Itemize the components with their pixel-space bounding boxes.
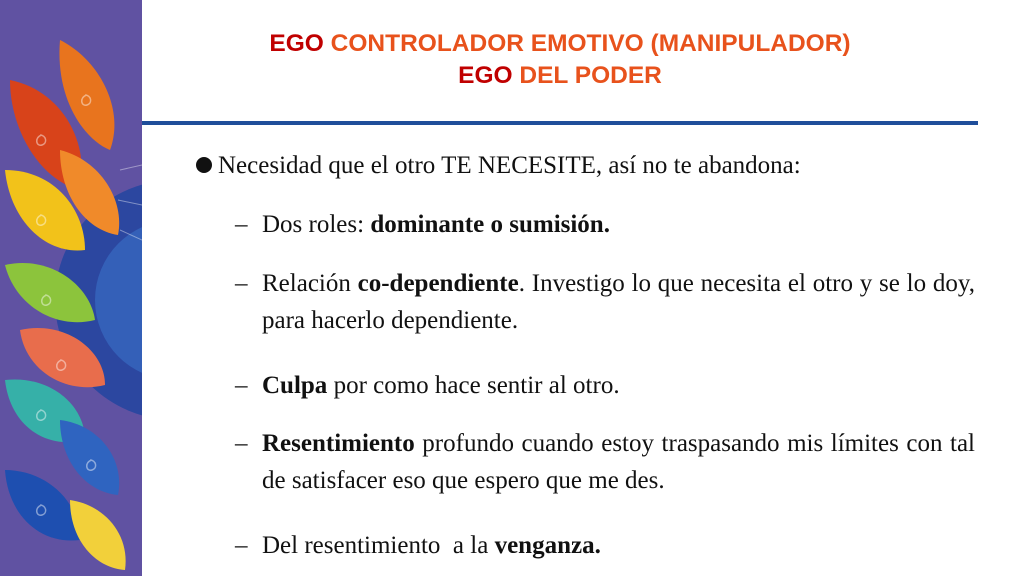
sub-bullet-text: Del resentimiento a la venganza. <box>262 532 601 559</box>
dash-icon: – <box>235 270 248 297</box>
title-line-2 <box>145 60 975 92</box>
main-bullet <box>196 150 986 182</box>
sub-bullet-text: Culpa por como hace sentir al otro. <box>262 372 620 399</box>
sub-bullet-text: Resentimiento profundo cuando estoy traspasando mis límites con tal de satisfacer eso que espero que me des. <box>262 430 975 494</box>
title-line-1-text: CONTROLADOR EMOTIVO (MANIPULADOR) <box>323 30 851 57</box>
sub-bullet-culpa <box>235 367 975 404</box>
dash-icon: – <box>235 430 248 457</box>
sub-bullet-text: Relación co-dependiente. Investigo lo que necesita el otro y se lo doy, para hacerlo dependiente. <box>262 270 975 334</box>
sub-bullet-codependiente <box>235 265 975 339</box>
title-line-1 <box>145 28 975 60</box>
title-divider <box>142 121 978 125</box>
dash-icon: – <box>235 532 248 559</box>
title-ego-word: EGO <box>458 62 513 89</box>
main-bullet-text: Necesidad que el otro TE NECESITE, así no te abandona: <box>218 152 801 179</box>
sub-bullet-venganza <box>235 527 975 564</box>
bullet-dot-icon <box>196 157 212 173</box>
sub-bullet-roles <box>235 206 975 243</box>
sub-bullet-text: Dos roles: dominante o sumisión. <box>262 211 610 238</box>
slide-title <box>145 28 975 92</box>
title-ego-word: EGO <box>269 30 324 57</box>
dash-icon: – <box>235 372 248 399</box>
sub-bullet-resentimiento <box>235 425 975 499</box>
dash-icon: – <box>235 211 248 238</box>
title-line-2-text: DEL PODER <box>512 62 662 89</box>
decorative-mandala-art <box>0 0 142 576</box>
